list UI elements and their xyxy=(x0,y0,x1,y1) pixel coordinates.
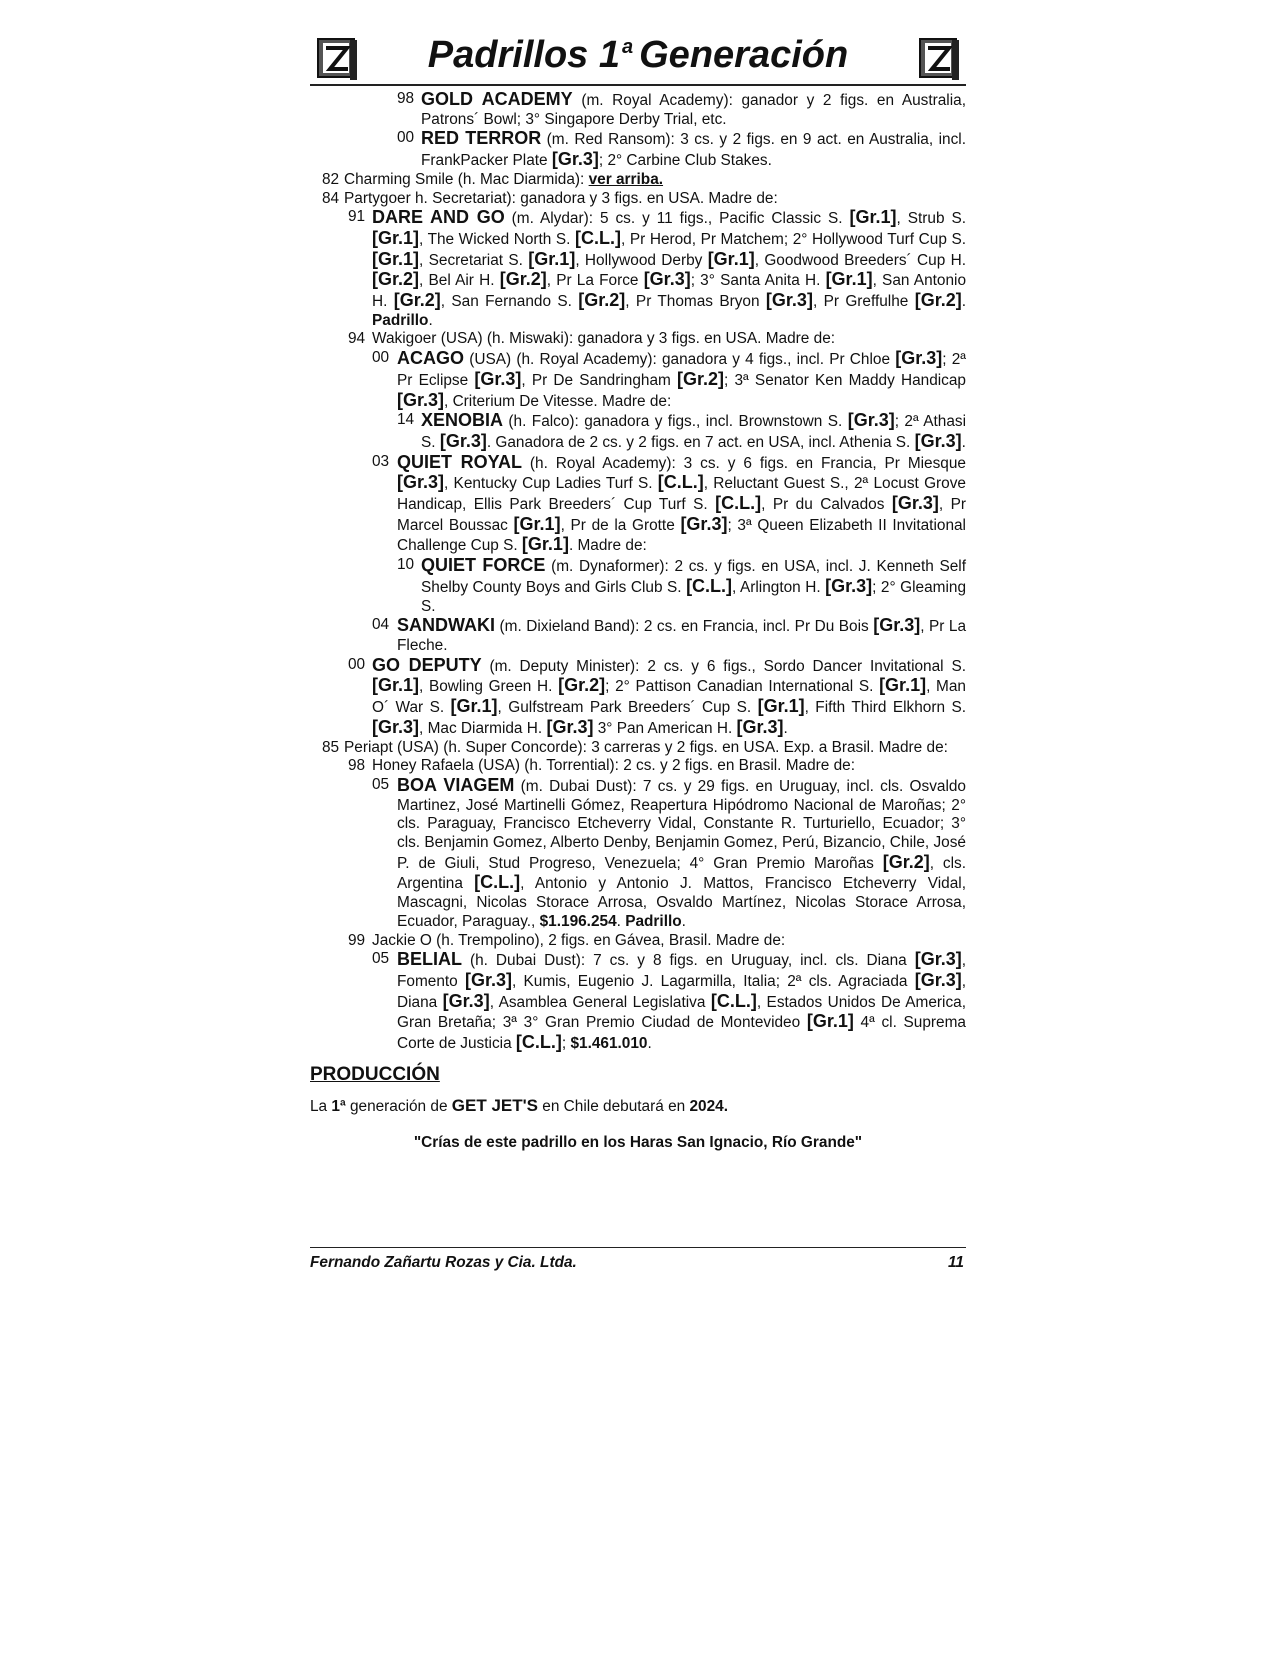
page-number: 11 xyxy=(948,1254,964,1271)
entry-text-segment: $1.461.010 xyxy=(570,1035,648,1053)
race-grade: [Gr.3] xyxy=(914,430,962,451)
horse-name: GOLD ACADEMY xyxy=(421,89,573,109)
entry-year: 85 xyxy=(322,738,340,756)
entry-text xyxy=(397,616,966,655)
entry-year: 98 xyxy=(348,757,366,775)
entry-text-segment: Periapt (USA) (h. Super Concorde): 3 carreras y 2 figs. en USA. Exp. a Brasil. Madre de: xyxy=(344,738,948,756)
pedigree-entry xyxy=(310,349,966,411)
race-grade: [C.L.] xyxy=(515,1032,562,1053)
pedigree-list xyxy=(310,90,966,1054)
entry-text-segment: $1.196.254 xyxy=(539,912,617,930)
entry-text-segment: Padrillo xyxy=(625,912,682,930)
race-grade: [Gr.1] xyxy=(528,248,576,269)
race-grade: [Gr.3] xyxy=(546,716,594,737)
horse-name: DARE AND GO xyxy=(372,207,505,228)
entry-text-segment: , Man O´ War S. xyxy=(372,678,966,717)
race-grade: [Gr.3] xyxy=(397,472,445,493)
pedigree-entry xyxy=(310,556,966,616)
page-title: Padrillos 1 $^a$ Generación xyxy=(427,34,849,76)
entry-text-segment: . xyxy=(961,293,966,311)
race-grade: [Gr.3] xyxy=(643,269,691,290)
entry-year: 04 xyxy=(372,616,390,634)
horse-name: GO DEPUTY xyxy=(372,654,482,675)
pedigree-entry xyxy=(310,932,966,951)
race-grade: [Gr.3] xyxy=(474,368,522,389)
entry-text-segment: . xyxy=(647,1035,652,1053)
race-grade: [Gr.2] xyxy=(372,269,420,290)
entry-text-segment: ; xyxy=(561,1035,571,1053)
race-grade: [Gr.3] xyxy=(397,389,445,410)
entry-text-segment: , Strub S. xyxy=(896,210,966,228)
entry-text-segment: , Pr De Sandringham xyxy=(521,371,678,389)
race-grade: [C.L.] xyxy=(657,472,704,493)
race-grade: [Gr.1] xyxy=(825,269,873,290)
race-grade: [C.L.] xyxy=(710,990,757,1011)
entry-text-segment: ver arriba. xyxy=(588,170,664,188)
race-grade: [Gr.3] xyxy=(895,348,943,369)
production-text: La 1ª generación de GET JET'S en Chile debutará en 2024. xyxy=(310,1095,728,1115)
entry-text-segment: Wakigoer (USA) (h. Miswaki): ganadora y 3 figs. en USA. Madre de: xyxy=(372,330,836,348)
race-grade: [Gr.2] xyxy=(499,269,547,290)
race-grade: [Gr.3] xyxy=(680,513,728,534)
race-grade: [Gr.1] xyxy=(757,696,805,717)
race-grade: [Gr.3] xyxy=(372,716,420,737)
race-grade: [Gr.1] xyxy=(849,207,897,228)
race-grade: [Gr.2] xyxy=(882,851,930,872)
entry-year: 98 xyxy=(397,90,415,107)
horse-name: RED TERROR xyxy=(421,128,542,149)
entry-text-segment: ; 2ª Pr Eclipse xyxy=(397,351,966,389)
pedigree-entry xyxy=(310,171,966,190)
pedigree-entry xyxy=(310,757,966,776)
race-grade: [C.L.] xyxy=(686,575,733,596)
entry-text-segment: ; 2° Carbine Club Stakes. xyxy=(598,152,772,170)
pedigree-entry xyxy=(310,950,966,1054)
entry-text-segment: ; 3° Santa Anita H. xyxy=(690,272,826,290)
race-grade: [Gr.1] xyxy=(372,675,420,696)
race-grade: [C.L.] xyxy=(474,872,521,893)
race-grade: [Gr.1] xyxy=(372,227,420,248)
pedigree-entry xyxy=(310,190,966,209)
entry-year: 00 xyxy=(372,349,390,367)
entry-text-segment: (m. Dubai Dust): 7 cs. y 29 figs. en Uruguay, incl. cls. Osvaldo Martinez, José Martinelli Gómez, Reapertura Hipódromo Nacional de Maroñas; 2° cls. Paraguay, Francisco Etcheverry Vidal, Constante R. Turturiello, Ecuador; 3° cls. Benjamin Gomez, Alberto Denby, Benjamin Gomez, Perú, Bizancio, Chile, José P. de Giuli, Stud Progreso, Venezuela; 4° Gran Premio Maroñas xyxy=(397,777,966,872)
entry-text-segment: (m. Alydar): 5 cs. y 11 figs., Pacific Classic S. xyxy=(504,210,850,228)
pedigree-entry xyxy=(310,129,966,170)
race-grade: [Gr.3] xyxy=(439,430,487,451)
entry-text xyxy=(397,950,966,1054)
pedigree-entry xyxy=(310,411,966,452)
entry-text-segment: , Pr du Calvados xyxy=(761,496,892,514)
race-grade: [Gr.1] xyxy=(806,1011,854,1032)
race-grade: [Gr.3] xyxy=(847,410,895,431)
race-grade: [Gr.3] xyxy=(464,969,512,990)
entry-text xyxy=(421,411,966,452)
entry-text xyxy=(397,453,966,557)
entry-year: 00 xyxy=(348,655,366,673)
entry-text-segment: ; 3ª Queen Elizabeth II Invitational Challenge Cup S. xyxy=(397,516,966,555)
entry-text xyxy=(344,190,966,209)
entry-text-segment: . xyxy=(783,719,788,737)
entry-text-segment: Honey Rafaela (USA) (h. Torrential): 2 cs. y 2 figs. en Brasil. Madre de: xyxy=(372,757,856,775)
entry-text-segment: , Pr Thomas Bryon xyxy=(625,293,766,311)
entry-text-segment: , Pr La Force xyxy=(546,272,644,290)
race-grade: [C.L.] xyxy=(575,227,622,248)
race-grade: [Gr.2] xyxy=(914,290,962,311)
entry-text-segment: (m. Royal Academy): ganador y 2 figs. en Australia, Patrons´ Bowl; 3° Singapore Derby Trial, etc. xyxy=(421,92,966,128)
race-grade: [Gr.2] xyxy=(578,290,626,311)
entry-text xyxy=(344,739,966,758)
entry-text xyxy=(397,776,966,932)
race-grade: [Gr.3] xyxy=(551,149,599,170)
horse-name: BELIAL xyxy=(397,949,462,970)
entry-text-segment: , Criterium De Vitesse. Madre de: xyxy=(444,392,672,410)
entry-text-segment: . xyxy=(616,912,626,930)
entry-text xyxy=(372,656,966,739)
page-header xyxy=(310,30,966,86)
entry-text-segment: , Goodwood Breeders´ Cup H. xyxy=(754,251,966,269)
entry-text-segment: , Antonio y Antonio J. Mattos, Francisco Etcheverry Vidal, Mascagni, Nicolas Storace Arrosa, Osvaldo Martínez, Nicolas Storace Arrosa, Ecuador, Paraguay., xyxy=(397,875,966,930)
race-grade: [Gr.3] xyxy=(442,990,490,1011)
race-grade: [Gr.3] xyxy=(736,716,784,737)
entry-year: 94 xyxy=(348,330,366,348)
entry-text-segment: . xyxy=(681,912,686,930)
entry-text-segment: . xyxy=(428,311,433,329)
entry-text-segment: Padrillo xyxy=(372,311,429,329)
entry-text-segment: (h. Royal Academy): 3 cs. y 6 figs. en Francia, Pr Miesque xyxy=(522,454,966,472)
entry-text-segment: (m. Dynaformer): 2 cs. y figs. en USA, incl. J. Kenneth Self Shelby County Boys and Girls Club S. xyxy=(421,558,967,596)
race-grade: [Gr.1] xyxy=(513,513,561,534)
pedigree-entry xyxy=(310,656,966,739)
entry-text-segment: ; 2ª Athasi S. xyxy=(421,413,966,451)
entry-text-segment: , Diana xyxy=(397,972,966,1011)
entry-text-segment: Jackie O (h. Trempolino), 2 figs. en Gávea, Brasil. Madre de: xyxy=(372,931,786,949)
entry-text-segment: ; 2° Pattison Canadian International S. xyxy=(605,678,880,696)
race-grade: [Gr.1] xyxy=(372,248,420,269)
race-grade: [Gr.3] xyxy=(825,575,873,596)
entry-year: 91 xyxy=(348,208,366,226)
entry-text-segment: 3° Pan American H. xyxy=(593,719,737,737)
race-grade: [C.L.] xyxy=(715,493,762,514)
sire-name: GET JET'S xyxy=(451,1095,539,1115)
entry-text-segment: , San Fernando S. xyxy=(440,293,579,311)
entry-text xyxy=(372,330,966,349)
pedigree-entry xyxy=(310,776,966,932)
pedigree-entry xyxy=(310,90,966,129)
document-page xyxy=(310,30,966,1152)
entry-text-segment: , Reluctant Guest S., 2ª Locust Grove Handicap, Ellis Park Breeders´ Cup Turf S. xyxy=(397,475,966,514)
entry-text-segment: , cls. Argentina xyxy=(397,854,967,893)
entry-text-segment: ; 3ª Senator Ken Maddy Handicap xyxy=(724,371,966,389)
race-grade: [Gr.2] xyxy=(677,368,725,389)
pedigree-entry xyxy=(310,616,966,655)
entry-text-segment: (h. Falco): ganadora y figs., incl. Brownstown S. xyxy=(503,413,848,431)
pedigree-entry xyxy=(310,739,966,758)
entry-text-segment: , The Wicked North S. xyxy=(419,230,576,248)
race-grade: [Gr.2] xyxy=(558,675,606,696)
entry-text-segment: (m. Red Ransom): 3 cs. y 2 figs. en 9 act. en Australia, incl. FrankPacker Plate xyxy=(421,131,966,170)
entry-text-segment: . Ganadora de 2 cs. y 2 figs. en 7 act. en USA, incl. Athenia S. xyxy=(486,433,915,451)
race-grade: [Gr.3] xyxy=(914,949,962,970)
entry-text xyxy=(397,349,966,411)
entry-text-segment: , Arlington H. xyxy=(732,578,826,596)
race-grade: [Gr.1] xyxy=(707,248,755,269)
entry-text xyxy=(344,171,966,190)
entry-text-segment: , Asamblea General Legislativa xyxy=(489,993,711,1011)
entry-text xyxy=(421,90,966,129)
entry-year: 82 xyxy=(322,170,340,188)
race-grade: [Gr.3] xyxy=(891,493,939,514)
entry-year: 99 xyxy=(348,931,366,949)
page-footer xyxy=(310,1247,966,1272)
horse-name: QUIET FORCE xyxy=(421,555,546,576)
entry-text-segment: (m. Dixieland Band): 2 cs. en Francia, incl. Pr Du Bois xyxy=(495,618,874,636)
horse-name: ACAGO xyxy=(397,348,464,369)
entry-text-segment: , Bowling Green H. xyxy=(419,678,559,696)
race-grade: [Gr.1] xyxy=(521,534,569,555)
horse-name: QUIET ROYAL xyxy=(397,451,522,472)
race-grade: [Gr.1] xyxy=(450,696,498,717)
entry-text-segment: , Bel Air H. xyxy=(419,272,500,290)
entry-year: 14 xyxy=(397,411,415,429)
entry-year: 05 xyxy=(372,950,390,968)
horse-name: SANDWAKI xyxy=(397,615,495,636)
z-logo-icon xyxy=(314,36,360,82)
entry-text-segment: . Madre de: xyxy=(568,537,647,555)
entry-year: 00 xyxy=(397,129,415,147)
entry-text xyxy=(372,932,966,951)
entry-text-segment: , Mac Diarmida H. xyxy=(419,719,547,737)
entry-text-segment: (m. Deputy Minister): 2 cs. y 6 figs., Sordo Dancer Invitational S. xyxy=(481,657,966,675)
entry-text-segment: , Fomento xyxy=(397,952,966,990)
horse-name: BOA VIAGEM xyxy=(397,774,515,795)
entry-text-segment: , Fifth Third Elkhorn S. xyxy=(804,699,966,717)
pedigree-entry xyxy=(310,453,966,557)
entry-text-segment: , Kumis, Eugenio J. Lagarmilla, Italia; 2ª cls. Agraciada xyxy=(511,972,915,990)
entry-text-segment: , Hollywood Derby xyxy=(575,251,708,269)
entry-year: 10 xyxy=(397,556,415,574)
entry-text xyxy=(372,208,966,330)
entry-text-segment: , Pr Marcel Boussac xyxy=(397,496,966,534)
entry-text-segment: Partygoer h. Secretariat): ganadora y 3 figs. en USA. Madre de: xyxy=(344,189,778,207)
entry-text-segment: , San Antonio H. xyxy=(372,272,966,311)
entry-text-segment: ; 2° Gleaming S. xyxy=(421,578,967,615)
race-grade: [Gr.1] xyxy=(879,675,927,696)
entry-text xyxy=(421,129,966,170)
production-heading: PRODUCCIÓN xyxy=(310,1063,440,1085)
entry-text xyxy=(372,757,966,776)
entry-year: 03 xyxy=(372,452,390,470)
entry-year: 05 xyxy=(372,775,390,793)
pedigree-entry xyxy=(310,208,966,330)
entry-text-segment: Charming Smile (h. Mac Diarmida): xyxy=(344,170,589,188)
entry-text-segment: (h. Dubai Dust): 7 cs. y 8 figs. en Uruguay, incl. cls. Diana xyxy=(462,952,915,970)
entry-text-segment: , Estados Unidos De America, Gran Bretaña; 3ª 3° Gran Premio Ciudad de Montevideo xyxy=(397,993,966,1032)
race-grade: [Gr.3] xyxy=(765,290,813,311)
entry-text-segment: 4ª cl. Suprema Corte de Justicia xyxy=(397,1014,966,1053)
horse-name: XENOBIA xyxy=(421,410,504,431)
race-grade: [Gr.2] xyxy=(393,290,441,311)
entry-text-segment: . xyxy=(961,433,966,451)
entry-text-segment: , Secretariat S. xyxy=(419,251,529,269)
pedigree-entry xyxy=(310,330,966,349)
production-quote: "Crías de este padrillo en los Haras San Ignacio, Río Grande" xyxy=(413,1133,863,1151)
entry-text-segment: , Pr Herod, Pr Matchem; 2° Hollywood Turf Cup S. xyxy=(621,230,966,248)
footer-company: Fernando Zañartu Rozas y Cia. Ltda. xyxy=(310,1254,577,1271)
entry-text-segment: , Kentucky Cup Ladies Turf S. xyxy=(444,475,658,493)
race-grade: [Gr.3] xyxy=(914,969,962,990)
entry-text-segment: , Pr La Fleche. xyxy=(397,618,967,654)
entry-text-segment: (USA) (h. Royal Academy): ganadora y 4 figs., incl. Pr Chloe xyxy=(464,351,896,369)
entry-text xyxy=(421,556,966,616)
z-logo-icon xyxy=(916,36,962,82)
entry-text-segment: , Pr Greffulhe xyxy=(812,293,915,311)
entry-text-segment: , Gulfstream Park Breeders´ Cup S. xyxy=(497,699,758,717)
entry-year: 84 xyxy=(322,189,340,207)
entry-text-segment: , Pr de la Grotte xyxy=(560,516,681,534)
race-grade: [Gr.3] xyxy=(873,615,921,636)
